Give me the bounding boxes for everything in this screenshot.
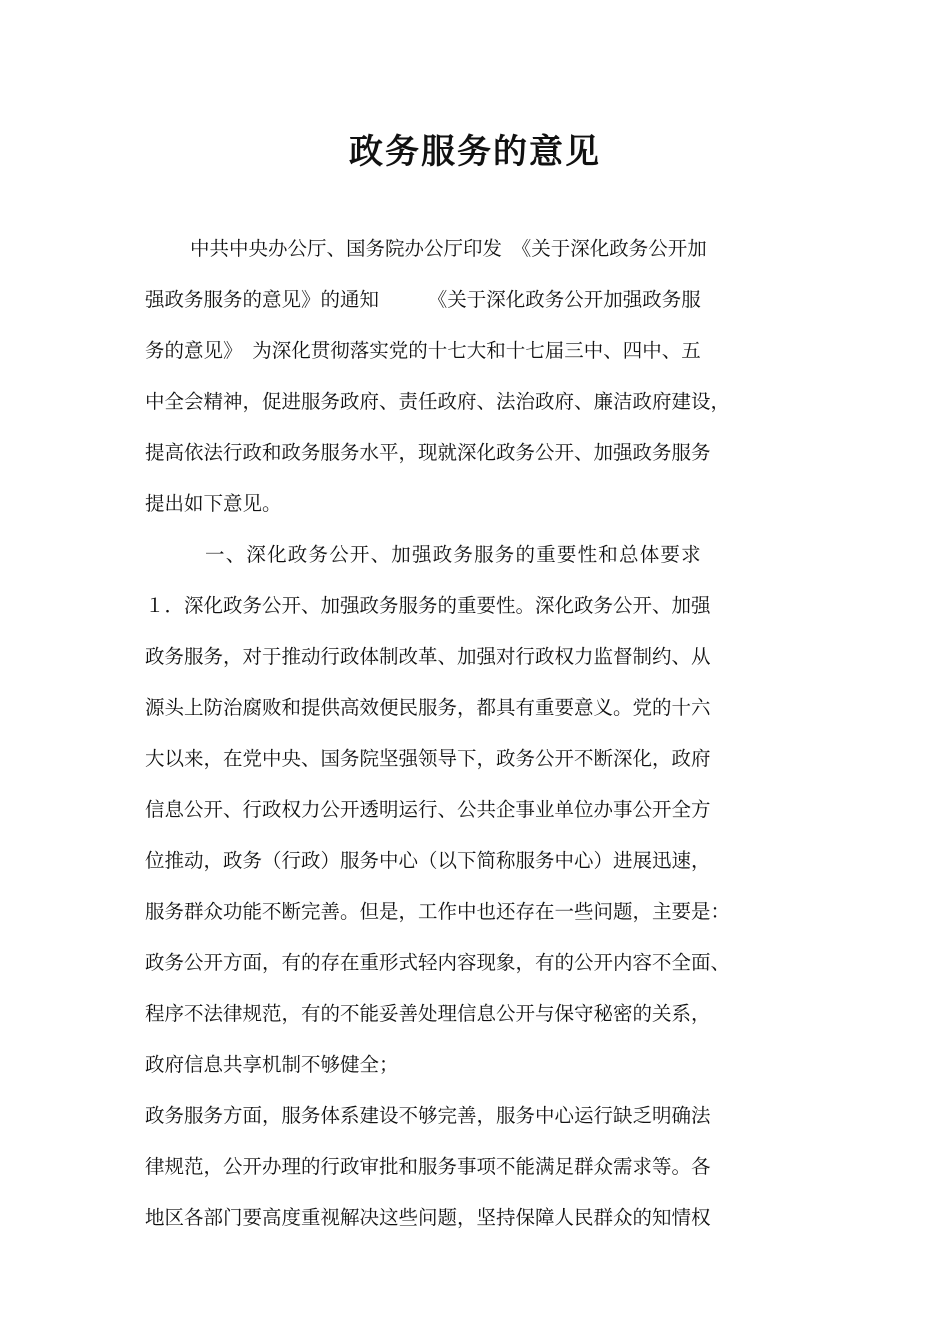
text-line: １．深化政务公开、加强政务服务的重要性。深化政务公开、加强 (145, 594, 711, 617)
text-line: 中全会精神，促进服务政府、责任政府、法治政府、廉洁政府建设， (145, 390, 731, 413)
text-line: 中共中央办公厅、国务院办公厅印发 《关于深化政务公开加 (190, 237, 707, 260)
text-line: 政府信息共享机制不够健全； (145, 1053, 399, 1076)
text-line: 大以来，在党中央、国务院坚强领导下，政务公开不断深化，政府 (145, 747, 711, 770)
text-line: 信息公开、行政权力公开透明运行、公共企事业单位办事公开全方 (145, 798, 711, 821)
section-heading: 一、深化政务公开、加强政务服务的重要性和总体要求 (205, 543, 702, 566)
text-line: 强政务服务的意见》的通知 《关于深化政务公开加强政务服 (145, 288, 701, 311)
text-line: 源头上防治腐败和提供高效便民服务，都具有重要意义。党的十六 (145, 696, 711, 719)
text-line: 政务公开方面，有的存在重形式轻内容现象，有的公开内容不全面、 (145, 951, 731, 974)
text-line: 服务群众功能不断完善。但是，工作中也还存在一些问题，主要是： (145, 900, 731, 923)
text-line: 提高依法行政和政务服务水平，现就深化政务公开、加强政务服务 (145, 441, 711, 464)
text-line: 提出如下意见。 (145, 492, 282, 515)
text-line: 政务服务方面，服务体系建设不够完善，服务中心运行缺乏明确法 (145, 1104, 711, 1127)
text-line: 务的意见》 为深化贯彻落实党的十七大和十七届三中、四中、五 (145, 339, 701, 362)
text-line: 程序不法律规范，有的不能妥善处理信息公开与保守秘密的关系， (145, 1002, 711, 1025)
text-line: 位推动，政务（行政）服务中心（以下简称服务中心）进展迅速， (145, 849, 711, 872)
text-line: 政务服务，对于推动行政体制改革、加强对行政权力监督制约、从 (145, 645, 711, 668)
text-line: 地区各部门要高度重视解决这些问题，坚持保障人民群众的知情权 (145, 1206, 711, 1229)
text-line: 律规范，公开办理的行政审批和服务事项不能满足群众需求等。各 (145, 1155, 711, 1178)
document-title: 政务服务的意见 (349, 132, 601, 172)
